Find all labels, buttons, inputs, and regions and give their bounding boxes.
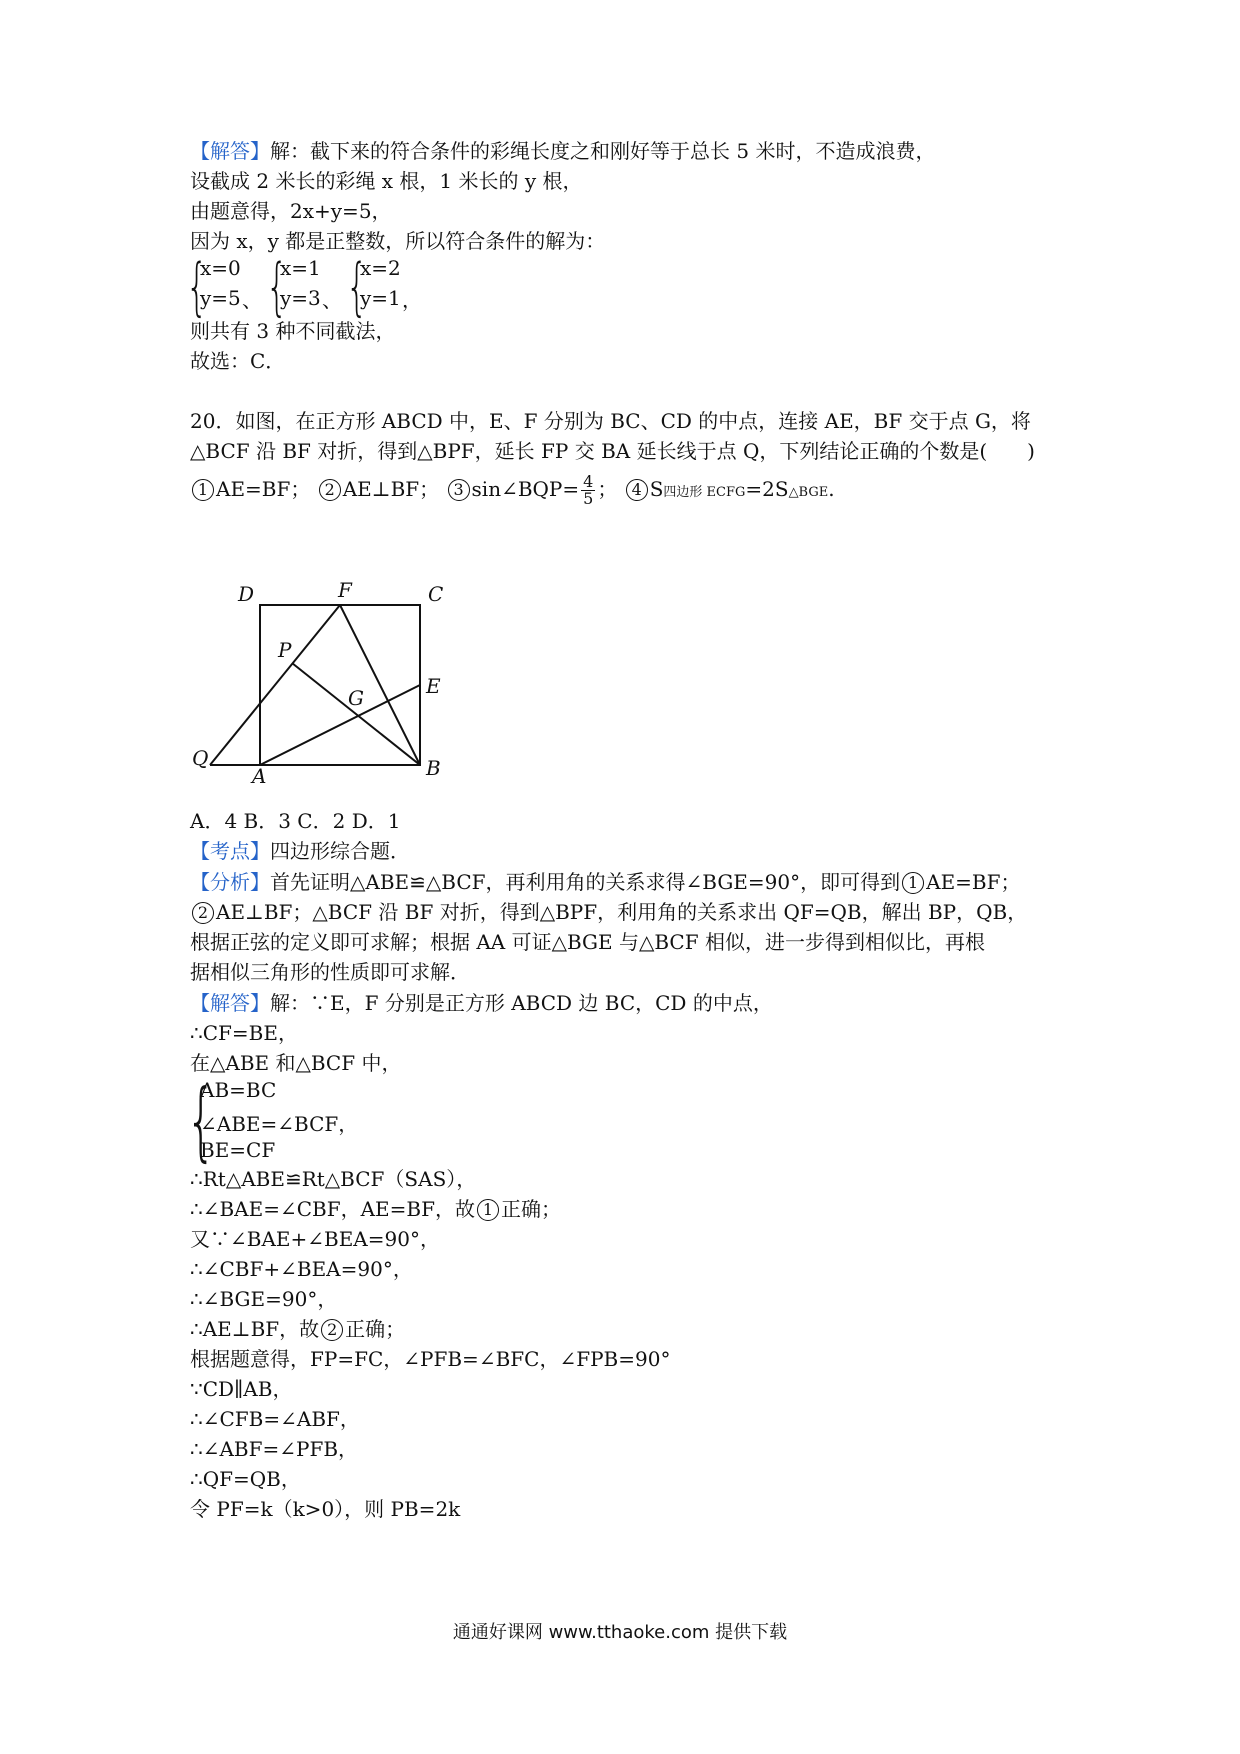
problem-line-1: 20．如图，在正方形 ABCD 中，E、F 分别为 BC、CD 的中点，连接 AE，BF 交于点 G，将 <box>190 409 1031 433</box>
prev-solution-line-1: 【解答】解：截下来的符合条件的彩绳长度之和刚好等于总长 5 米时，不造成浪费， <box>190 139 936 163</box>
label-d: D <box>238 582 255 606</box>
label-e: E <box>426 674 441 698</box>
segment-fb <box>340 605 420 765</box>
segment-ae <box>260 685 420 765</box>
circled-number-3: 3 <box>448 479 470 501</box>
circled-number-1: 1 <box>192 479 214 501</box>
segment-pb <box>292 663 420 765</box>
solution-line-2: ∴CF=BE， <box>190 1021 298 1045</box>
analysis-line-1: 【分析】首先证明△ABE≌△BCF，再利用角的关系求得∠BGE=90°，即可得到 1 AE=BF； <box>190 870 1021 894</box>
prev-solution-line-3: 由题意得，2x+y=5， <box>190 199 392 223</box>
document-page: 【解答】解：截下来的符合条件的彩绳长度之和刚好等于总长 5 米时，不造成浪费， 设截成 2 米长的彩绳 x 根，1 米长的 y 根， 由题意得，2x+y=5， 因为 x，y 都是正整数，所以符合条件的解为： { x=0 y=5 、 { x=1 y=3 、 { x=2 y=1 ， 则共有 3 种不同截法， 故选：C． 20．如图，在正方形 ABCD 中，E、F 分别为 BC、CD 的中点，连接 AE，BF 交于点 G，将 △BCF 沿 BF 对折，得到△BPF，延长 FP 交 BA 延长线于点 Q，下列结论正确的个数是( ) 1 AE=BF； 2 AE⊥BF； 3 sin∠BQP= $\frac{4}{5}$ ； 4 S四边形 ECFG=2S△BGE. D F C P G E Q A B A．4 B．3 C．2 D．1 【考点】四边形综合题． 【分析】首先证明△ABE≌△BCF，再利用角的关系求得∠BGE=90°，即可得到 1 AE=BF； 2 AE⊥BF；△BCF 沿 BF 对折，得到△BPF，利用角的关系求出 QF=QB，解出 BP，QB， 根据正弦的定义即可求解；根据 AA 可证△BGE 与△BCF 相似，进一步得到相似比，再根 据相似三角形的性质即可求解． 【解答】解：∵E，F 分别是正方形 ABCD 边 BC，CD 的中点， ∴CF=BE， 在△ABE 和△BCF 中， { AB=BC ∠ABE=∠BCF， BE=CF ∴Rt△ABE≌Rt△BCF（SAS）， ∴∠BAE=∠CBF，AE=BF，故 1 正确； 又∵∠BAE+∠BEA=90°， ∴∠CBF+∠BEA=90°， ∴∠BGE=90°， ∴AE⊥BF，故 2 正确； 根据题意得，FP=FC，∠PFB=∠BFC，∠FPB=90° ∵CD∥AB， ∴∠CFB=∠ABF， ∴∠ABF=∠PFB， ∴QF=QB， 令 PF=k（k>0），则 PB=2k 通通好课网 www.tthaoke.com 提供下载 <box>0 0 1240 1754</box>
analysis-line-2: 2 AE⊥BF；△BCF 沿 BF 对折，得到△BPF，利用角的关系求出 QF=QB，解出 BP，QB， <box>190 899 1027 925</box>
fraction: $\frac{4}{5}$ <box>583 472 594 508</box>
prev-solution-line-4: 因为 x，y 都是正整数，所以符合条件的解为： <box>190 229 606 253</box>
solution-line-15: 令 PF=k（k>0），则 PB=2k <box>190 1497 461 1521</box>
solution-line-11: ∵CD∥AB， <box>190 1377 293 1401</box>
problem-conclusions: 1 AE=BF； 2 AE⊥BF； 3 sin∠BQP= $\frac{4}{5}$ ； 4 S四边形 ECFG=2S△BGE. <box>190 474 835 507</box>
label-c: C <box>428 582 444 606</box>
square-abcd <box>260 605 420 765</box>
solution-line-3: 在△ABE 和△BCF 中， <box>190 1051 402 1075</box>
solution-line-5: ∴∠BAE=∠CBF，AE=BF，故 1 正确； <box>190 1197 561 1221</box>
label-b: B <box>426 756 441 780</box>
page-footer: 通通好课网 www.tthaoke.com 提供下载 <box>452 1622 788 1643</box>
solution-line-8: ∴∠BGE=90°， <box>190 1287 338 1311</box>
label-f: F <box>338 578 352 602</box>
circled-number-2: 2 <box>319 479 341 501</box>
label-g: G <box>348 686 364 710</box>
prev-solution-line-2: 设截成 2 米长的彩绳 x 根，1 米长的 y 根， <box>190 169 583 193</box>
solution-line-6: 又∵∠BAE+∠BEA=90°， <box>190 1227 440 1251</box>
solution-line-7: ∴∠CBF+∠BEA=90°， <box>190 1257 413 1281</box>
label-a: A <box>252 764 267 785</box>
solution-line-12: ∴∠CFB=∠ABF， <box>190 1407 360 1431</box>
solution-line-14: ∴QF=QB， <box>190 1467 301 1491</box>
kaodian-line: 【考点】四边形综合题． <box>190 839 410 863</box>
solution-line-10: 根据题意得，FP=FC，∠PFB=∠BFC，∠FPB=90° <box>190 1347 671 1371</box>
answer-options: A．4 B．3 C．2 D．1 <box>190 809 401 833</box>
solution-line-9: ∴AE⊥BF，故 2 正确； <box>190 1317 406 1341</box>
analysis-line-4: 据相似三角形的性质即可求解． <box>190 960 470 984</box>
analysis-line-3: 根据正弦的定义即可求解；根据 AA 可证△BGE 与△BCF 相似，进一步得到相似比，再根 <box>190 930 985 954</box>
prev-solution-line-6: 故选：C． <box>190 349 286 373</box>
label-p: P <box>278 638 292 662</box>
label-q: Q <box>192 746 209 770</box>
geometry-figure <box>180 575 460 785</box>
solution-line-4: ∴Rt△ABE≌Rt△BCF（SAS）， <box>190 1167 477 1191</box>
solution-line-1: 【解答】解：∵E，F 分别是正方形 ABCD 边 BC，CD 的中点， <box>190 991 773 1015</box>
solution-line-13: ∴∠ABF=∠PFB， <box>190 1437 359 1461</box>
answer-tag: 【解答】 <box>190 139 270 163</box>
circled-number-4: 4 <box>626 479 648 501</box>
prev-solution-line-5: 则共有 3 种不同截法， <box>190 319 396 343</box>
problem-line-2: △BCF 沿 BF 对折，得到△BPF，延长 FP 交 BA 延长线于点 Q，下列结论正确的个数是( ) <box>190 439 1035 463</box>
